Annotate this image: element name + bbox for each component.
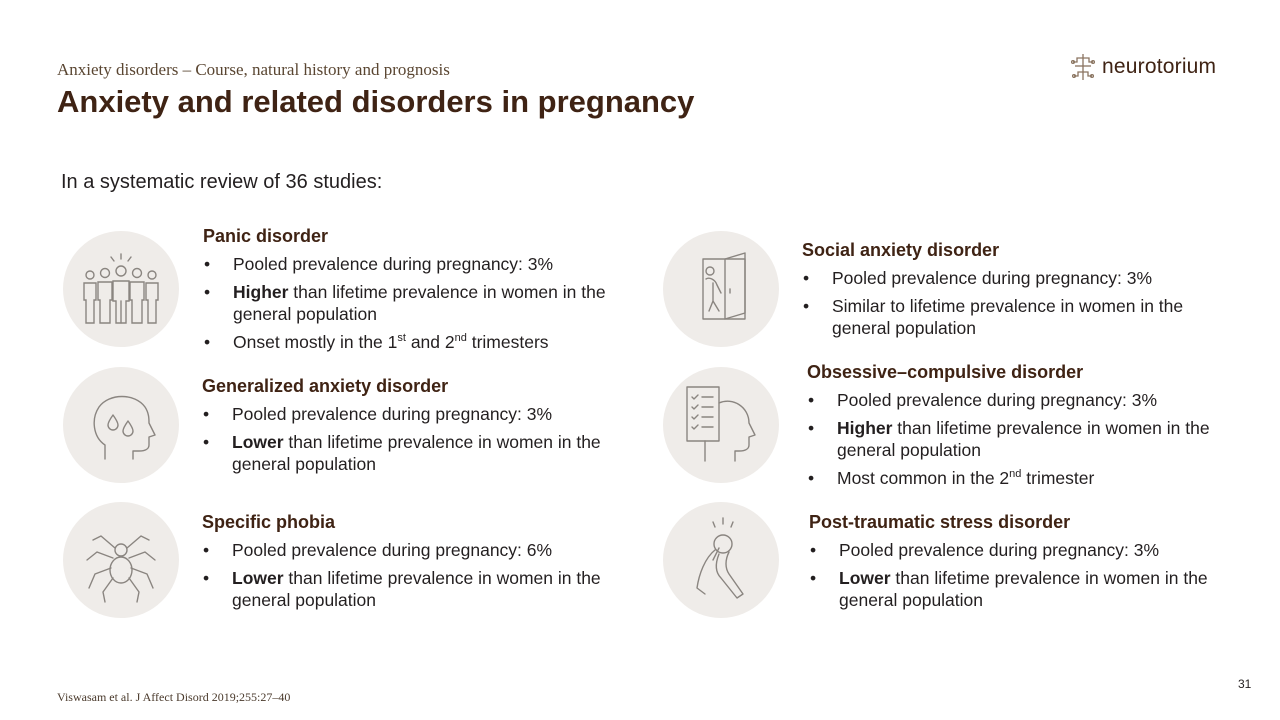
social-bullet-prevalence: • Pooled prevalence during pregnancy: 3% (802, 267, 1242, 289)
page-number: 31 (1238, 677, 1252, 691)
ocd-title: Obsessive–compulsive disorder (807, 362, 1084, 382)
social-anxiety-title: Social anxiety disorder (802, 240, 1000, 260)
phobia-title: Specific phobia (202, 512, 336, 532)
person-behind-door-icon (663, 231, 779, 347)
neurotorium-logo-icon (1070, 52, 1096, 82)
ocd-bullet-prevalence: • Pooled prevalence during pregnancy: 3% (807, 389, 1247, 411)
ptsd-bullet-prevalence: • Pooled prevalence during pregnancy: 3% (809, 539, 1249, 561)
phobia-bullet-prevalence: • Pooled prevalence during pregnancy: 6% (202, 539, 642, 561)
social-bullet-comparison: • Similar to lifetime prevalence in women in the general population (802, 295, 1242, 339)
gad-bullet-comparison: • Lower than lifetime prevalence in women in the general population (202, 431, 642, 475)
ocd-bullet-comparison: • Higher than lifetime prevalence in women in the general population (807, 417, 1247, 461)
gad-bullet-prevalence: • Pooled prevalence during pregnancy: 3% (202, 403, 642, 425)
social-icon-circle (663, 231, 779, 347)
gad-icon-circle (63, 367, 179, 483)
phobia-bullet-comparison: • Lower than lifetime prevalence in women in the general population (202, 567, 642, 611)
distressed-person-icon (663, 502, 779, 618)
panic-bullet-onset: • Onset mostly in the 1st and 2nd trimesters (203, 331, 643, 353)
phobia-icon-circle (63, 502, 179, 618)
logo (1070, 52, 1216, 82)
panic-bullet-comparison: • Higher than lifetime prevalence in women in the general population (203, 281, 643, 325)
spider-icon (63, 502, 179, 618)
ocd-bullet-timing: • Most common in the 2nd trimester (807, 467, 1247, 489)
ptsd-icon-circle (663, 502, 779, 618)
section-subtitle: Anxiety disorders – Course, natural history and prognosis (57, 60, 450, 79)
panic-disorder-block (203, 225, 643, 359)
gad-block (202, 375, 642, 481)
logo-text: neurotorium (1102, 55, 1217, 78)
panic-bullet-prevalence: • Pooled prevalence during pregnancy: 3% (203, 253, 643, 275)
intro-text: In a systematic review of 36 studies: (61, 171, 383, 193)
citation: Viswasam et al. J Affect Disord 2019;255:27–40 (57, 690, 291, 704)
checklist-head-icon (663, 367, 779, 483)
ptsd-block (809, 511, 1249, 617)
ptsd-title: Post-traumatic stress disorder (809, 512, 1071, 532)
panic-disorder-title: Panic disorder (203, 226, 329, 246)
gad-title: Generalized anxiety disorder (202, 376, 449, 396)
page-title: Anxiety and related disorders in pregnancy (57, 84, 695, 119)
ocd-block (807, 361, 1247, 495)
ptsd-bullet-comparison: • Lower than lifetime prevalence in women in the general population (809, 567, 1249, 611)
panic-icon-circle (63, 231, 179, 347)
phobia-block (202, 511, 642, 617)
head-with-drops-icon (63, 367, 179, 483)
social-anxiety-block (802, 239, 1242, 345)
ocd-icon-circle (663, 367, 779, 483)
crowd-icon (63, 231, 179, 347)
